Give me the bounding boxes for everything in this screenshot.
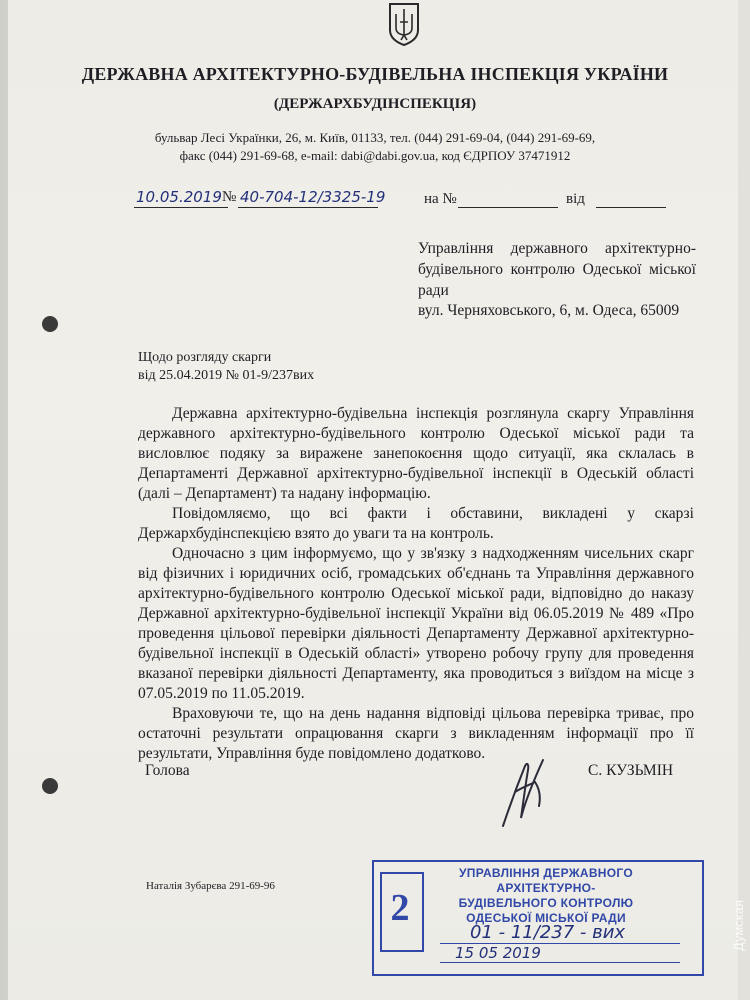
recipient-organization: Управління державного архітектурно-будівельного контролю Одеської міської ради bbox=[418, 240, 696, 299]
letter-body bbox=[138, 404, 694, 764]
reference-date-label: від bbox=[566, 191, 585, 207]
subject-reference: від 25.04.2019 № 01-9/237вих bbox=[138, 368, 315, 383]
recipient-address: вул. Черняховського, 6, м. Одеса, 65009 bbox=[418, 302, 680, 319]
outgoing-number: 40-704-12/3325-19 bbox=[240, 188, 386, 206]
subject-line: Щодо розгляду скарги bbox=[138, 350, 272, 365]
handwritten-signature bbox=[495, 752, 565, 832]
body-paragraph: Одночасно з цим інформуємо, що у зв'язку з надходженням чисельних скарг від фізичних і юридичних осіб, громадських об'єднань та Управління державного архітектурно-будівельного контролю Одеської міської ради, відповідно до наказу Державної архітектурно-будівельної інспекції України від 06.05.2019 № 489 «Про проведення цільової перевірки діяльності Департаменту Державної архітектурно-будівельної інспекції в Одеській області» утворено робочу групу для проведення вказаної перевірки діяльності Департаменту, яка проводиться з виїздом на місце з 07.05.2019 по 11.05.2019. bbox=[138, 545, 694, 702]
stamp-line: БУДІВЕЛЬНОГО КОНТРОЛЮ bbox=[458, 896, 634, 910]
reference-number-label: на № bbox=[424, 191, 457, 207]
number-label: № bbox=[222, 189, 237, 205]
watermark: Думская bbox=[731, 900, 746, 952]
stamp-line: АРХІТЕКТУРНО- bbox=[496, 881, 596, 895]
organization-name: ДЕРЖАВНА АРХІТЕКТУРНО-БУДІВЕЛЬНА ІНСПЕКЦІЯ УКРАЇНИ bbox=[81, 64, 669, 84]
contacts-line: факс (044) 291-69-68, e-mail: dabi@dabi.gov.ua, код ЄДРПОУ 37471912 bbox=[179, 148, 571, 163]
signatory-name: С. КУЗЬМІН bbox=[588, 762, 674, 779]
coat-of-arms-icon bbox=[387, 2, 421, 46]
stamp-line: ОДЕСЬКОЇ МІСЬКОЇ РАДИ bbox=[466, 911, 626, 925]
stamp-line: УПРАВЛІННЯ ДЕРЖАВНОГО bbox=[459, 866, 633, 880]
address-line: бульвар Лесі Українки, 26, м. Київ, 01133, тел. (044) 291-69-04, (044) 291-69-69, bbox=[154, 130, 596, 145]
signatory-position: Голова bbox=[145, 762, 190, 779]
body-paragraph: Враховуючи те, що на день надання відповіді цільова перевірка триває, про остаточні результати опрацювання скарги з викладенням інформації про її результати, Управління буде повідомлено додатково. bbox=[138, 705, 694, 762]
punch-hole bbox=[42, 778, 58, 794]
incoming-date: 15 05 2019 bbox=[455, 944, 541, 962]
body-paragraph: Державна архітектурно-будівельна інспекція розглянула скаргу Управління державного архітектурно-будівельного контролю Одеської міської ради та висловлює подяку за виражене занепокоєння щодо ситуації, яка склалась в Департаменті Державної архітектурно-будівельної інспекції в Одеській області (далі – Департамент) та надану інформацію. bbox=[138, 405, 694, 502]
incoming-number: 01 - 11/237 - вих bbox=[470, 922, 626, 943]
executor-contact: Наталія Зубарєва 291-69-96 bbox=[146, 880, 275, 892]
body-paragraph: Повідомляємо, що всі факти і обставини, викладені у скарзі Держархбудінспекцією взято до уваги та на контроль. bbox=[138, 505, 694, 542]
stamp-number: 2 bbox=[390, 887, 410, 929]
organization-short-name: (ДЕРЖАРХБУДІНСПЕКЦІЯ) bbox=[273, 96, 477, 112]
punch-hole bbox=[42, 316, 58, 332]
outgoing-date: 10.05.2019 bbox=[136, 188, 222, 206]
